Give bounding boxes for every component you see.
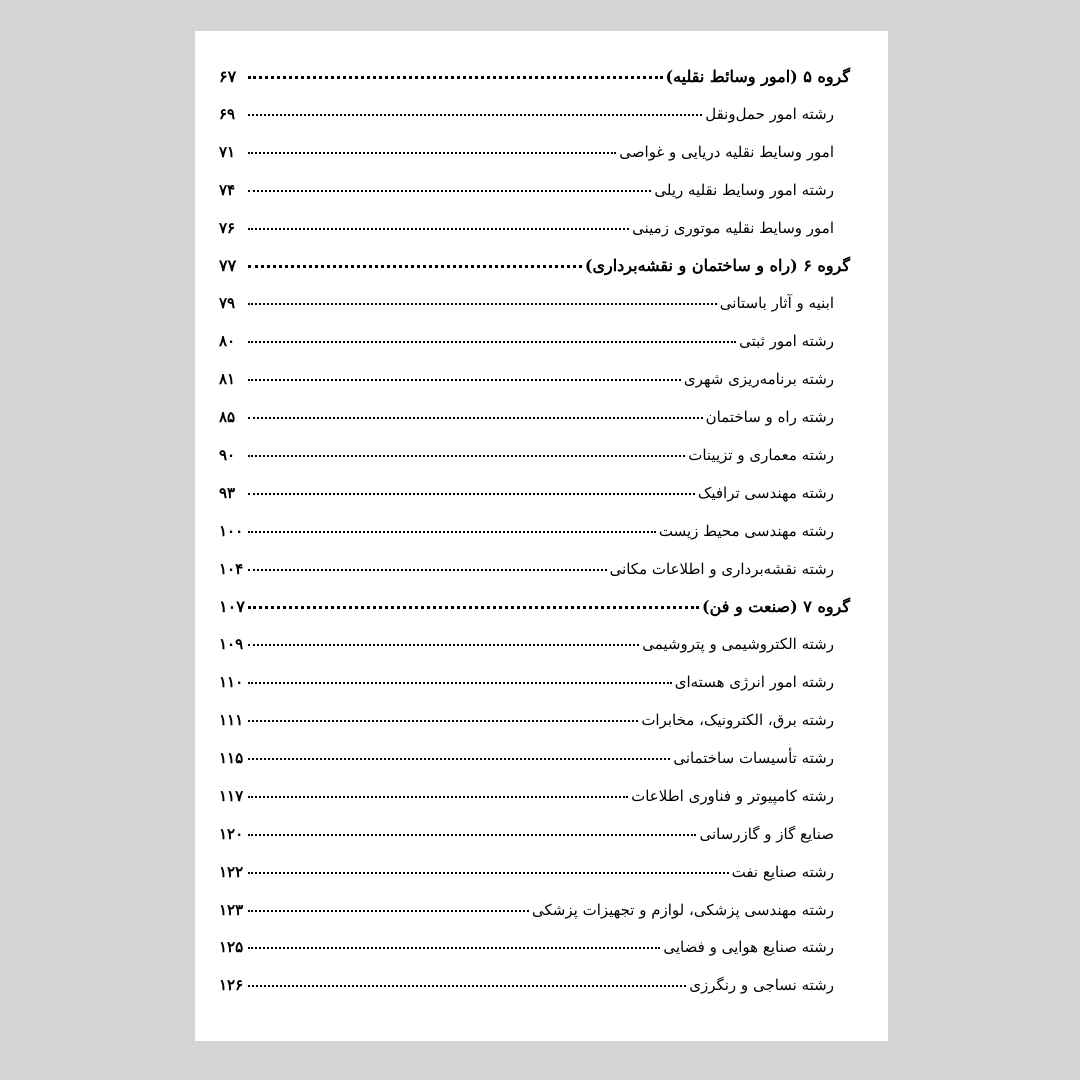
toc-entry-title: رشته مهندسی پزشکی، لوازم و تجهیزات پزشکی [532, 900, 834, 919]
document-page [195, 31, 888, 1041]
dot-leader [248, 417, 703, 419]
toc-page-number: ۱۱۵ [219, 749, 244, 768]
toc-page-number: ۱۱۷ [219, 786, 244, 805]
toc-entry [219, 711, 850, 749]
toc-entry [219, 484, 850, 522]
toc-entry [219, 522, 850, 560]
toc-entry-title: رشته راه و ساختمان [705, 408, 834, 427]
table-of-contents [219, 67, 850, 1014]
dot-leader [248, 872, 729, 874]
dot-leader [248, 228, 629, 230]
toc-entry-title: رشته امور انرژی هسته‌ای [674, 673, 834, 692]
toc-entry-title: رشته امور حمل‌ونقل [705, 104, 834, 123]
dot-leader [248, 720, 638, 722]
toc-group-heading [219, 67, 850, 105]
toc-entry-title: امور وسایط نقلیه موتوری زمینی [632, 218, 834, 237]
dot-leader [248, 379, 681, 381]
dot-leader [248, 682, 672, 684]
toc-entry-title: گروه ۵ (امور وسائط نقلیه) [665, 67, 850, 86]
toc-page-number: ۱۱۱ [219, 711, 244, 730]
toc-entry [219, 408, 850, 446]
toc-entry-title: رشته کامپیوتر و فناوری اطلاعات [631, 786, 834, 805]
toc-entry [219, 863, 850, 901]
toc-entry [219, 635, 850, 673]
toc-page-number: ۱۲۲ [219, 862, 244, 881]
toc-entry-title: رشته صنایع نفت [731, 862, 834, 881]
toc-entry [219, 749, 850, 787]
dot-leader [248, 796, 628, 798]
toc-page-number: ۱۱۰ [219, 673, 244, 692]
dot-leader [248, 265, 582, 268]
toc-entry-title: رشته الکتروشیمی و پتروشیمی [642, 635, 834, 654]
dot-leader [248, 910, 529, 912]
dot-leader [248, 303, 717, 305]
dot-leader [248, 341, 736, 343]
dot-leader [248, 834, 696, 836]
toc-page-number: ۱۰۷ [219, 597, 245, 617]
toc-entry [219, 901, 850, 939]
dot-leader [248, 531, 656, 533]
toc-page-number: ۸۰ [219, 332, 236, 351]
toc-entry-title: رشته برنامه‌ریزی شهری [683, 370, 834, 389]
toc-group-heading [219, 256, 850, 294]
toc-entry [219, 294, 850, 332]
dot-leader [248, 76, 663, 79]
dot-leader [248, 114, 702, 116]
toc-entry [219, 787, 850, 825]
toc-entry-title: رشته معماری و تزیینات [688, 445, 834, 464]
toc-entry-title: رشته امور ثبتی [739, 332, 834, 351]
toc-entry [219, 446, 850, 484]
toc-entry [219, 825, 850, 863]
toc-entry-title: رشته صنایع هوایی و فضایی [663, 938, 834, 957]
toc-page-number: ۷۷ [219, 256, 237, 276]
toc-page-number: ۶۹ [219, 104, 236, 123]
toc-entry [219, 105, 850, 143]
dot-leader [248, 152, 616, 154]
toc-page-number: ۱۲۵ [219, 938, 244, 957]
toc-entry-title: رشته مهندسی محیط زیست [658, 521, 834, 540]
toc-page-number: ۱۰۴ [219, 559, 244, 578]
dot-leader [248, 493, 695, 495]
toc-entry-title: صنایع گاز و گازرسانی [699, 824, 834, 843]
toc-entry [219, 143, 850, 181]
toc-page-number: ۹۳ [219, 483, 236, 502]
toc-page-number: ۱۲۰ [219, 824, 244, 843]
toc-entry [219, 976, 850, 1014]
toc-entry-title: گروه ۷ (صنعت و فن) [702, 597, 850, 617]
toc-entry-title: ابنیه و آثار باستانی [719, 294, 834, 313]
dot-leader [248, 455, 685, 457]
toc-page-number: ۷۶ [219, 218, 236, 237]
toc-entry [219, 181, 850, 219]
toc-entry-title: رشته برق، الکترونیک، مخابرات [641, 711, 834, 730]
toc-entry [219, 938, 850, 976]
toc-entry [219, 560, 850, 598]
toc-entry-title: رشته امور وسایط نقلیه ریلی [654, 180, 834, 199]
dot-leader [248, 985, 686, 987]
toc-page-number: ۱۲۳ [219, 900, 244, 919]
toc-page-number: ۹۰ [219, 445, 236, 464]
toc-entry [219, 673, 850, 711]
toc-page-number: ۶۷ [219, 67, 237, 86]
toc-page-number: ۷۴ [219, 180, 236, 199]
toc-page-number: ۱۲۶ [219, 976, 244, 995]
toc-group-heading [219, 597, 850, 635]
dot-leader [248, 947, 660, 949]
toc-entry-title: رشته تأسیسات ساختمانی [673, 749, 834, 768]
toc-page-number: ۸۵ [219, 408, 236, 427]
toc-entry-title: رشته نقشه‌برداری و اطلاعات مکانی [609, 559, 834, 578]
toc-entry [219, 219, 850, 257]
toc-entry-title: رشته نساجی و رنگرزی [689, 976, 834, 995]
dot-leader [248, 644, 639, 646]
toc-page-number: ۱۰۹ [219, 635, 244, 654]
toc-page-number: ۷۹ [219, 294, 236, 313]
toc-page-number: ۱۰۰ [219, 521, 244, 540]
toc-page-number: ۷۱ [219, 142, 236, 161]
toc-entry-title: رشته مهندسی ترافیک [697, 483, 834, 502]
toc-entry-title: گروه ۶ (راه و ساختمان و نقشه‌برداری) [584, 256, 850, 276]
dot-leader [248, 569, 607, 571]
toc-entry [219, 370, 850, 408]
dot-leader [248, 758, 670, 760]
toc-page-number: ۸۱ [219, 370, 236, 389]
dot-leader [248, 606, 699, 609]
dot-leader [248, 190, 651, 192]
toc-entry [219, 332, 850, 370]
toc-entry-title: امور وسایط نقلیه دریایی و غواصی [619, 142, 834, 161]
